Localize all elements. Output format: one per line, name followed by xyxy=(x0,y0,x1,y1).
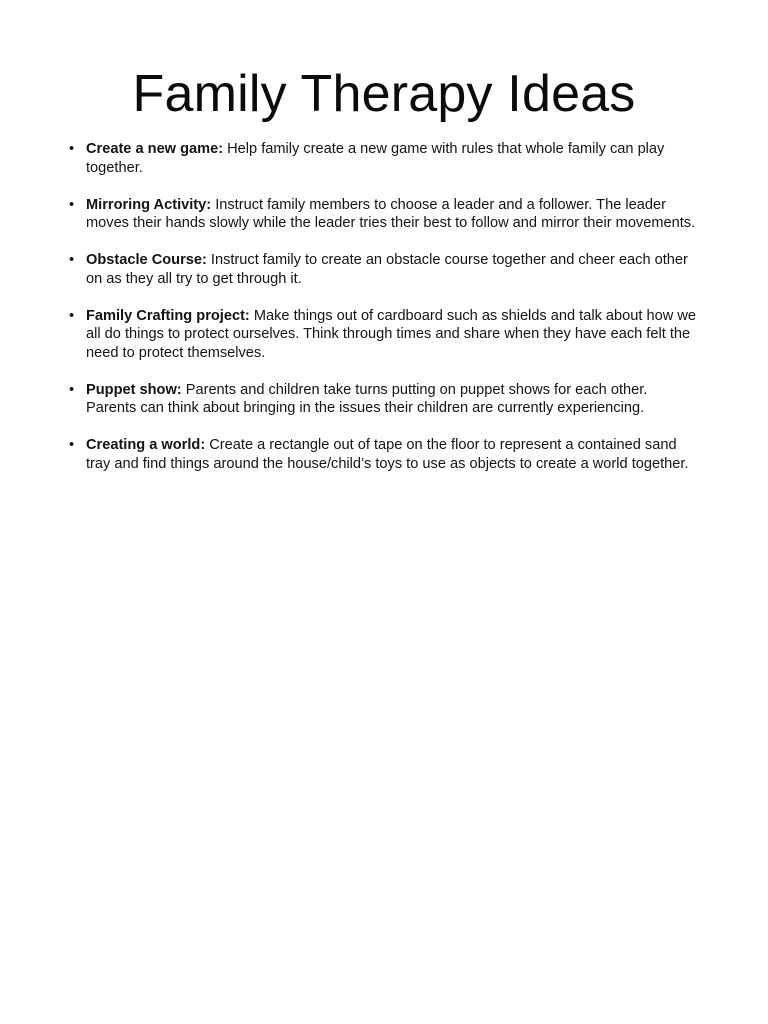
page-title: Family Therapy Ideas xyxy=(132,65,636,123)
idea-label: Obstacle Course: xyxy=(86,252,207,268)
idea-text: Make things out of cardboard such as shields and talk about how we all do things to protect ourselves. Think through times and share when they have each felt the need to protect themselves. xyxy=(86,307,696,361)
bullet-icon: • xyxy=(69,381,75,398)
list-item-creating-world xyxy=(66,436,698,473)
list-item-create-game xyxy=(66,140,698,177)
bullet-icon: • xyxy=(69,196,75,213)
idea-text: Instruct family to create an obstacle course together and cheer each other on as they all try to get through it. xyxy=(86,252,688,287)
idea-label: Family Crafting project: xyxy=(86,307,250,324)
list-item-puppet-show xyxy=(66,381,698,418)
idea-text: Parents and children take turns putting on puppet shows for each other. Parents can think about bringing in the issues their children are currently experiencing. xyxy=(86,381,648,416)
idea-text: Create a rectangle out of tape on the floor to represent a contained sand tray and find things around the house/child’s toys to use as objects to create a world together. xyxy=(86,437,689,472)
bullet-icon: • xyxy=(69,141,75,157)
list-item-mirroring-activity xyxy=(66,196,698,233)
bullet-icon: • xyxy=(69,307,75,324)
idea-text: Help family create a new game with rules that whole family can play together. xyxy=(86,141,665,176)
idea-label: Creating a world: xyxy=(86,437,206,453)
bullet-icon: • xyxy=(69,437,75,453)
list-item-family-crafting xyxy=(66,307,698,363)
bullet-icon: • xyxy=(69,252,75,268)
ideas-list xyxy=(66,140,698,492)
idea-label: Puppet show: xyxy=(86,381,182,398)
idea-label: Create a new game: xyxy=(86,141,224,157)
idea-label: Mirroring Activity: xyxy=(86,196,212,213)
idea-text: Instruct family members to choose a leader and a follower. The leader moves their hands slowly while the leader tries their best to follow and mirror their movements. xyxy=(86,196,696,231)
list-item-obstacle-course xyxy=(66,251,698,288)
